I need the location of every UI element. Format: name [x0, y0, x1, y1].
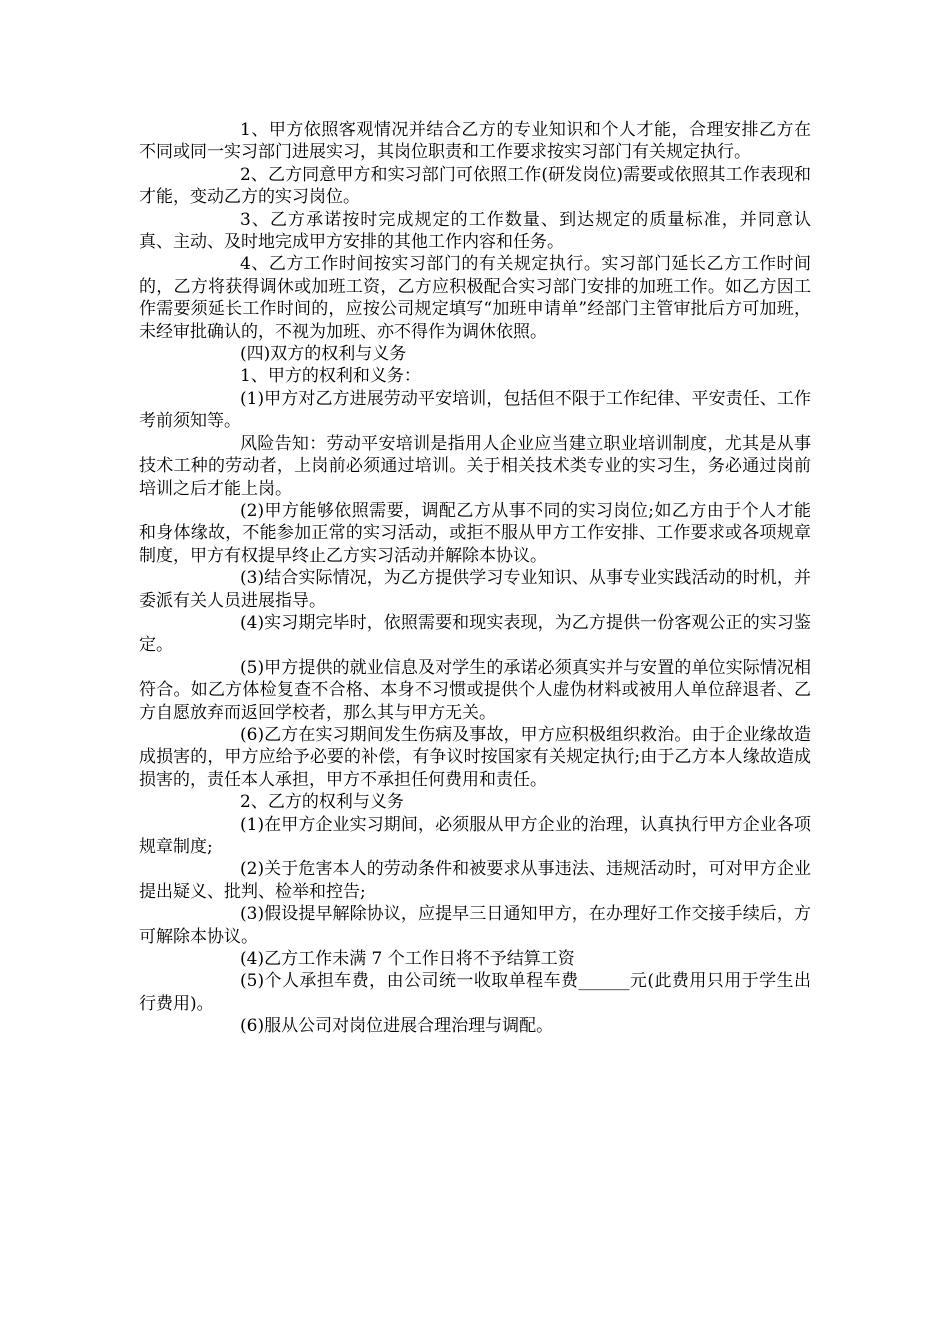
- party-b-item-2: (2)关于危害本人的劳动条件和被要求从事违法、违规活动时，可对甲方企业提出疑义、批判、检举和控告;: [139, 859, 811, 902]
- party-a-item-3: (3)结合实际情况，为乙方提供学习专业知识、从事专业实践活动的时机，并委派有关人员进展指导。: [139, 568, 811, 611]
- subheading-party-b: 2、乙方的权利与义务: [240, 792, 404, 813]
- party-b-item-6: (6)服从公司对岗位进展合理治理与调配。: [240, 1016, 554, 1037]
- party-b-item-3: (3)假设提早解除协议，应提早三日通知甲方，在办理好工作交接手续后，方可解除本协议。: [139, 904, 811, 947]
- paragraph-1: 1、甲方依照客观情况并结合乙方的专业知识和个人才能，合理安排乙方在不同或同一实习部门进展实习，其岗位职责和工作要求按实习部门有关规定执行。: [139, 120, 811, 163]
- paragraph-2: 2、乙方同意甲方和实习部门可依照工作(研发岗位)需要或依照其工作表现和才能，变动乙方的实习岗位。: [139, 164, 811, 208]
- party-a-item-5: (5)甲方提供的就业信息及对学生的承诺必须真实并与安置的单位实际情况相符合。如乙方体检复查不合格、本身不习惯或提供个人虚伪材料或被用人单位辞退者、乙方自愿放弃而返回学校者，那么其与甲方无关。: [139, 657, 811, 723]
- document-body: [139, 119, 811, 1038]
- party-a-item-2: (2)甲方能够依照需要，调配乙方从事不同的实习岗位;如乙方由于个人才能和身体缘故，不能参加正常的实习活动，或拒不服从甲方工作安排、工作要求或各项规章制度，甲方有权提早终止乙方实习活动并解除本协议。: [139, 500, 811, 566]
- paragraph-3: 3、乙方承诺按时完成规定的工作数量、到达规定的质量标准，并同意认真、主动、及时地完成甲方安排的其他工作内容和任务。: [139, 209, 811, 253]
- party-b-item-1: (1)在甲方企业实习期间，必须服从甲方企业的治理，认真执行甲方企业各项规章制度;: [139, 814, 811, 857]
- party-b-item-5: (5)个人承担车费，由公司统一收取单程车费______元(此费用只用于学生出行费用)。: [139, 971, 811, 1014]
- party-a-item-4: (4)实习期完毕时，依照需要和现实表现，为乙方提供一份客观公正的实习鉴定。: [139, 612, 811, 656]
- party-a-item-6: (6)乙方在实习期间发生伤病及事故，甲方应积极组织救治。由于企业缘故造成损害的，甲方应给予必要的补偿，有争议时按国家有关规定执行;由于乙方本人缘故造成损害的，责任本人承担，甲方不承担任何费用和责任。: [139, 724, 811, 790]
- party-b-item-4: (4)乙方工作未满 7 个工作日将不予结算工资: [240, 949, 575, 970]
- party-a-item-1: (1)甲方对乙方进展劳动平安培训，包括但不限于工作纪律、平安责任、工作考前须知等。: [139, 388, 811, 432]
- paragraph-4: 4、乙方工作时间按实习部门的有关规定执行。实习部门延长乙方工作时间的，乙方将获得调休或加班工资，乙方应积极配合实习部门安排的加班工作。如乙方因工作需要须延长工作时间的，应按公司规定填写“加班申请单”经部门主管审批后方可加班，未经审批确认的，不视为加班、亦不得作为调休依照。: [139, 254, 811, 342]
- subheading-party-a: 1、甲方的权利和义务：: [240, 366, 421, 387]
- risk-notice: 风险告知：劳动平安培训是指用人企业应当建立职业培训制度，尤其是从事技术工种的劳动者，上岗前必须通过培训。关于相关技术类专业的实习生，务必通过岗前培训之后才能上岗。: [139, 433, 811, 499]
- section-heading-rights-obligations: (四)双方的权利与义务: [240, 344, 407, 365]
